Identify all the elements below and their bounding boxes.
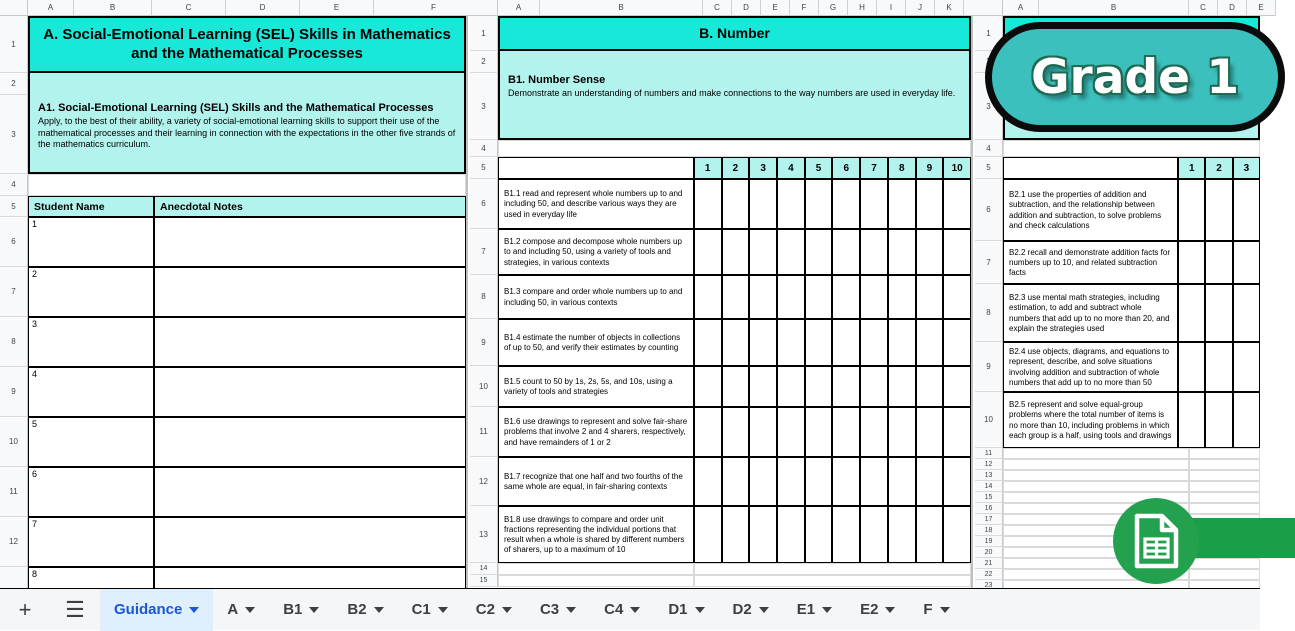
mark-cell[interactable] [749,319,777,366]
mark-cell[interactable] [1178,179,1205,241]
mark-cell[interactable] [916,275,944,319]
mark-col-header-9: 9 [916,157,944,179]
expectation-cell[interactable]: B1.5 count to 50 by 1s, 2s, 5s, and 10s, using a variety of tools and strategies [498,366,694,407]
mark-cell[interactable] [777,366,805,407]
hamburger-menu-icon[interactable]: ☰ [65,596,85,622]
sheet-tab-d1[interactable] [654,589,718,631]
mark-cell[interactable] [805,275,833,319]
mark-col-header-2: 2 [722,157,750,179]
row-header[interactable]: 7 [0,267,28,317]
row-header[interactable]: 17 [975,514,1003,525]
mark-cell[interactable] [749,179,777,229]
mark-cell[interactable] [694,407,722,457]
sheet-tab-bar[interactable] [0,588,1260,630]
sheet-tab-f[interactable] [909,589,963,631]
sheet-tab-label: F [923,601,933,618]
mark-cell[interactable] [722,366,750,407]
mark-cell[interactable] [749,366,777,407]
mark-col-header-8: 8 [888,157,916,179]
mark-cell[interactable] [694,275,722,319]
mark-cell[interactable] [916,407,944,457]
blank-cell[interactable] [1003,448,1189,459]
student-name-cell[interactable]: 5 [28,417,154,467]
column-header-row-b1 [470,0,971,16]
mark-cell[interactable] [943,275,971,319]
sheet-tab-label: B2 [347,601,367,618]
anecdotal-notes-cell[interactable] [154,367,466,417]
panel-a-section [28,95,466,174]
mark-cell[interactable] [749,506,777,563]
mark-cell[interactable] [749,275,777,319]
student-name-cell[interactable]: 4 [28,367,154,417]
column-header-c[interactable]: C [152,0,226,16]
google-sheets-icon [1113,498,1199,584]
row-header[interactable]: 4 [975,140,1003,157]
panel-a-section-spacer [28,73,466,95]
chevron-down-icon[interactable] [438,607,448,613]
column-header-i[interactable]: I [877,0,906,16]
mark-cell[interactable] [860,407,888,457]
expectation-col-header [1003,157,1178,179]
mark-cell[interactable] [832,366,860,407]
column-header-b[interactable]: B [74,0,152,16]
row-header[interactable]: 5 [975,157,1003,179]
grade-badge [985,22,1285,132]
blank-cell[interactable] [1189,569,1260,580]
column-header-f[interactable]: F [790,0,819,16]
column-header-c[interactable]: C [703,0,732,16]
mark-cell[interactable] [694,319,722,366]
blank-cell[interactable] [498,575,694,587]
mark-cell[interactable] [722,319,750,366]
sheet-tab-c4[interactable] [590,589,654,631]
mark-cell[interactable] [860,229,888,275]
blank-cell[interactable] [1189,470,1260,481]
mark-col-header-1: 1 [694,157,722,179]
row-header[interactable]: 11 [975,448,1003,459]
mark-cell[interactable] [943,457,971,506]
mark-cell[interactable] [888,407,916,457]
column-header-d[interactable]: D [732,0,761,16]
sheet-tab-label: C1 [411,601,431,618]
mark-cell[interactable] [832,229,860,275]
row-header[interactable]: 6 [975,179,1003,241]
sheet-tab-label: A [227,601,239,618]
mark-col-header-3: 3 [749,157,777,179]
student-name-cell[interactable]: 7 [28,517,154,567]
chevron-down-icon[interactable] [309,607,319,613]
expectation-cell[interactable]: B1.2 compose and decompose whole numbers up to and including 50, using a variety of tools and strategies, in various contexts [498,229,694,275]
row-header[interactable]: 9 [470,319,498,366]
anecdotal-notes-cell[interactable] [154,217,466,267]
mark-cell[interactable] [943,366,971,407]
row-header[interactable]: 1 [470,16,498,51]
chevron-down-icon[interactable] [885,607,895,613]
mark-cell[interactable] [805,407,833,457]
column-header-d[interactable]: D [226,0,300,16]
mark-cell[interactable] [888,229,916,275]
student-name-cell[interactable]: 8 [28,567,154,617]
anecdotal-notes-cell[interactable] [154,317,466,367]
sheet-panel-b1[interactable] [470,0,973,588]
sheet-tab-label: B1 [283,601,303,618]
panel-b1-section-title: B1. Number Sense [508,74,606,86]
mark-cell[interactable] [943,319,971,366]
mark-cell[interactable] [777,319,805,366]
chevron-down-icon[interactable] [940,607,950,613]
sheet-tab-e2[interactable] [846,589,909,631]
sheet-tab-b1[interactable] [269,589,333,631]
mark-cell[interactable] [916,179,944,229]
mark-cell[interactable] [1205,241,1232,284]
mark-col-header-5: 5 [805,157,833,179]
row-header[interactable]: 15 [470,575,498,587]
sheet-tab-guidance[interactable] [100,589,213,631]
blank-cell[interactable] [1189,492,1260,503]
row-header[interactable]: 23 [975,580,1003,591]
student-name-header: Student Name [28,196,154,217]
anecdotal-notes-header: Anecdotal Notes [154,196,466,217]
mark-cell[interactable] [860,275,888,319]
expectation-cell[interactable]: B1.1 read and represent whole numbers up to and including 50, and describe various ways they are used in everyday life [498,179,694,229]
chevron-down-icon[interactable] [502,607,512,613]
mark-cell[interactable] [722,407,750,457]
mark-cell[interactable] [1178,342,1205,392]
row-header[interactable]: 4 [0,174,28,196]
column-header-f[interactable]: F [374,0,494,16]
sheet-tab-e1[interactable] [783,589,846,631]
row-header[interactable]: 12 [0,517,28,567]
blank-cell[interactable] [1003,481,1189,492]
mark-cell[interactable] [860,457,888,506]
mark-col-header-1: 1 [1178,157,1205,179]
mark-cell[interactable] [1205,342,1232,392]
row-header[interactable]: 18 [975,525,1003,536]
mark-col-header-10: 10 [943,157,971,179]
row-header[interactable]: 3 [470,73,498,140]
column-header-row-a [0,0,466,16]
row-header[interactable]: 10 [0,417,28,467]
row-header[interactable]: 12 [975,459,1003,470]
mark-cell[interactable] [694,179,722,229]
mark-cell[interactable] [832,179,860,229]
expectation-cell[interactable]: B2.4 use objects, diagrams, and equations to represent, describe, and solve situations involving addition and subtraction of whole numbers that add up to no more than 50 [1003,342,1178,392]
grade-badge-label: Grade 1 [1030,49,1240,105]
mark-cell[interactable] [777,506,805,563]
select-all-corner[interactable] [470,0,498,16]
student-name-cell[interactable]: 1 [28,217,154,267]
mark-cell[interactable] [832,319,860,366]
row-header[interactable]: 10 [470,366,498,407]
blank-row[interactable] [498,140,971,157]
expectation-cell[interactable]: B1.6 use drawings to represent and solve fair-share problems that involve 2 and 4 sharers, respectively, and have remainders of 1 or 2 [498,407,694,457]
chevron-down-icon[interactable] [630,607,640,613]
column-header-row-b2 [975,0,1264,16]
column-header-a[interactable]: A [498,0,540,16]
mark-col-header-6: 6 [832,157,860,179]
mark-cell[interactable] [722,457,750,506]
chevron-down-icon[interactable] [822,607,832,613]
row-header[interactable]: 19 [975,536,1003,547]
mark-cell[interactable] [916,366,944,407]
sheet-tab-label: C3 [539,601,560,618]
sheet-tab-label: D2 [732,601,752,618]
mark-col-header-2: 2 [1205,157,1232,179]
chevron-down-icon[interactable] [566,607,576,613]
blank-cell[interactable] [1189,448,1260,459]
sheet-tab-a[interactable] [213,589,269,631]
row-header[interactable]: 14 [470,563,498,575]
mark-cell[interactable] [943,407,971,457]
sheet-tab-label: E1 [796,601,816,618]
column-header-a[interactable]: A [28,0,74,16]
mark-cell[interactable] [722,275,750,319]
row-header[interactable]: 11 [0,467,28,517]
row-header[interactable]: 3 [975,73,1003,140]
expectation-col-header [498,157,694,179]
select-all-corner[interactable] [975,0,1003,16]
panel-b1-section-text: Demonstrate an understanding of numbers and make connections to the way numbers are used in everyday life. [508,88,956,99]
sheet-panel-a[interactable] [0,0,468,588]
column-header-a[interactable]: A [1003,0,1039,16]
chevron-down-icon[interactable] [189,607,199,613]
row-header[interactable]: 4 [470,140,498,157]
mark-cell[interactable] [943,229,971,275]
mark-cell[interactable] [1205,284,1232,342]
mark-cell[interactable] [916,457,944,506]
sheet-tab-c2[interactable] [462,589,526,631]
mark-col-header-3: 3 [1233,157,1260,179]
expectation-cell[interactable]: B2.1 use the properties of addition and subtraction, and the relationship between addition and subtraction, to solve problems and check calculations [1003,179,1178,241]
panel-a-title: A. Social-Emotional Learning (SEL) Skills in Mathematics and the Mathematical Processes [28,16,466,73]
mark-cell[interactable] [777,457,805,506]
row-header[interactable]: 20 [975,547,1003,558]
expectation-cell[interactable]: B1.3 compare and order whole numbers up to and including 50, in various contexts [498,275,694,319]
blank-row[interactable] [28,174,466,196]
column-header-j[interactable]: J [906,0,935,16]
anecdotal-notes-cell[interactable] [154,467,466,517]
column-header-h[interactable]: H [848,0,877,16]
column-header-d[interactable]: D [1218,0,1247,16]
mark-col-header-7: 7 [860,157,888,179]
sheet-tab-b2[interactable] [333,589,397,631]
row-header[interactable]: 7 [470,229,498,275]
select-all-corner[interactable] [0,0,28,16]
mark-cell[interactable] [1233,284,1260,342]
mark-cell[interactable] [777,407,805,457]
column-header-b[interactable]: B [540,0,703,16]
mark-cell[interactable] [1233,179,1260,241]
mark-cell[interactable] [832,407,860,457]
expectation-cell[interactable]: B1.4 estimate the number of objects in collections of up to 50, and verify their estimates by counting [498,319,694,366]
mark-cell[interactable] [916,506,944,563]
mark-cell[interactable] [832,506,860,563]
row-header[interactable]: 9 [0,367,28,417]
chevron-down-icon[interactable] [374,607,384,613]
column-header-b[interactable]: B [1039,0,1189,16]
row-header[interactable]: 22 [975,569,1003,580]
row-header[interactable]: 5 [0,196,28,217]
mark-cell[interactable] [888,457,916,506]
sheet-tab-label: C2 [475,601,495,618]
row-header[interactable]: 6 [470,179,498,229]
mark-cell[interactable] [1233,392,1260,448]
panel-a-section-title: A1. Social-Emotional Learning (SEL) Skills and the Mathematical Processes [38,102,434,114]
mark-cell[interactable] [888,366,916,407]
mark-cell[interactable] [805,366,833,407]
expectation-cell[interactable]: B2.2 recall and demonstrate addition facts for numbers up to 10, and related subtraction facts [1003,241,1178,284]
row-header[interactable]: 1 [975,16,1003,51]
blank-cell[interactable] [1003,470,1189,481]
student-name-cell[interactable]: 2 [28,267,154,317]
row-header[interactable]: 8 [470,275,498,319]
sheet-tab-d2[interactable] [719,589,783,631]
mark-cell[interactable] [805,179,833,229]
chevron-down-icon[interactable] [245,607,255,613]
expectation-cell[interactable]: B1.7 recognize that one half and two fourths of the same whole are equal, in fair-sharing contexts [498,457,694,506]
anecdotal-notes-cell[interactable] [154,267,466,317]
student-name-cell[interactable]: 6 [28,467,154,517]
mark-cell[interactable] [749,407,777,457]
blank-cell[interactable] [498,563,694,575]
sheet-tab-label: Guidance [114,601,183,618]
blank-cell[interactable] [1189,503,1260,514]
mark-cell[interactable] [860,179,888,229]
mark-cell[interactable] [943,506,971,563]
mark-cell[interactable] [805,506,833,563]
mark-cell[interactable] [722,506,750,563]
row-header[interactable]: 13 [975,470,1003,481]
column-header-e[interactable]: E [300,0,374,16]
blank-cell[interactable] [1003,459,1189,470]
row-header[interactable]: 1 [0,16,28,73]
mark-cell[interactable] [832,275,860,319]
plus-icon[interactable]: + [18,596,32,622]
mark-cell[interactable] [832,457,860,506]
mark-cell[interactable] [805,457,833,506]
mark-cell[interactable] [805,229,833,275]
row-header[interactable]: 2 [470,51,498,73]
mark-cell[interactable] [916,229,944,275]
column-header-g[interactable]: G [819,0,848,16]
sheet-body-a [0,16,466,617]
mark-cell[interactable] [888,275,916,319]
row-header[interactable]: 13 [470,506,498,563]
panel-b1-section [498,73,971,140]
row-header[interactable]: 5 [470,157,498,179]
column-header-c[interactable]: C [1189,0,1218,16]
mark-cell[interactable] [888,319,916,366]
row-header[interactable]: 12 [470,457,498,506]
sheet-tab-label: C4 [604,601,624,618]
mark-cell[interactable] [1178,392,1205,448]
panel-b1-title: B. Number [498,16,971,51]
mark-cell[interactable] [860,319,888,366]
row-header[interactable]: 8 [975,284,1003,342]
sheet-tab-c1[interactable] [398,589,462,631]
sheet-tab-label: D1 [668,601,688,618]
mark-cell[interactable] [888,179,916,229]
mark-cell[interactable] [1205,179,1232,241]
row-header[interactable]: 14 [975,481,1003,492]
sheet-tab-label: E2 [860,601,879,618]
row-header[interactable]: 8 [0,317,28,367]
mark-cell[interactable] [749,229,777,275]
mark-cell[interactable] [1233,342,1260,392]
row-header[interactable]: 16 [975,503,1003,514]
panel-a-section-text: Apply, to the best of their ability, a variety of social-emotional learning skills to support their use of the mathematical processes and their learning in connection with the expectations in the other five strands of the mathematics curriculum. [38,116,456,150]
mark-cell[interactable] [777,229,805,275]
column-header-e[interactable]: E [761,0,790,16]
blank-cell[interactable] [694,563,971,575]
row-header[interactable]: 7 [975,241,1003,284]
mark-cell[interactable] [694,506,722,563]
row-header[interactable]: 3 [0,95,28,174]
chevron-down-icon[interactable] [759,607,769,613]
row-header[interactable]: 10 [975,392,1003,448]
column-header-e[interactable]: E [1247,0,1276,16]
row-header[interactable]: 21 [975,558,1003,569]
blank-cell[interactable] [1189,558,1260,569]
sheet-tab-c3[interactable] [526,589,590,631]
mark-cell[interactable] [694,457,722,506]
mark-cell[interactable] [722,229,750,275]
blank-cell[interactable] [1189,459,1260,470]
row-header[interactable]: 11 [470,407,498,457]
mark-cell[interactable] [1233,241,1260,284]
blank-row[interactable] [1003,140,1260,157]
mark-cell[interactable] [860,366,888,407]
mark-cell[interactable] [1205,392,1232,448]
blank-cell[interactable] [1189,481,1260,492]
mark-cell[interactable] [888,506,916,563]
mark-cell[interactable] [777,275,805,319]
column-header-k[interactable]: K [935,0,964,16]
mark-cell[interactable] [722,179,750,229]
mark-col-header-4: 4 [777,157,805,179]
mark-cell[interactable] [777,179,805,229]
student-name-cell[interactable]: 3 [28,317,154,367]
mark-cell[interactable] [1178,241,1205,284]
mark-cell[interactable] [749,457,777,506]
row-header[interactable]: 9 [975,342,1003,392]
expectation-cell[interactable]: B2.3 use mental math strategies, including estimation, to add and subtract whole numbers that add up to no more than 20, and explain the strategies used [1003,284,1178,342]
sheet-body-b1 [470,16,971,587]
expectation-cell[interactable]: B2.5 represent and solve equal-group problems where the total number of items is no more than 10, including problems in which each group is a half, using tools and drawings [1003,392,1178,448]
mark-cell[interactable] [1178,284,1205,342]
row-header[interactable]: 15 [975,492,1003,503]
row-header[interactable]: 2 [0,73,28,95]
mark-cell[interactable] [916,319,944,366]
anecdotal-notes-cell[interactable] [154,517,466,567]
row-header[interactable]: 6 [0,217,28,267]
mark-cell[interactable] [943,179,971,229]
expectation-cell[interactable]: B1.8 use drawings to compare and order unit fractions representing the individual portions that result when a whole is shared by different numbers of sharers, up to a maximum of 10 [498,506,694,563]
mark-cell[interactable] [805,319,833,366]
mark-cell[interactable] [860,506,888,563]
mark-cell[interactable] [694,366,722,407]
blank-cell[interactable] [694,575,971,587]
panel-b1-section-spacer [498,51,971,73]
mark-cell[interactable] [694,229,722,275]
chevron-down-icon[interactable] [695,607,705,613]
anecdotal-notes-cell[interactable] [154,417,466,467]
